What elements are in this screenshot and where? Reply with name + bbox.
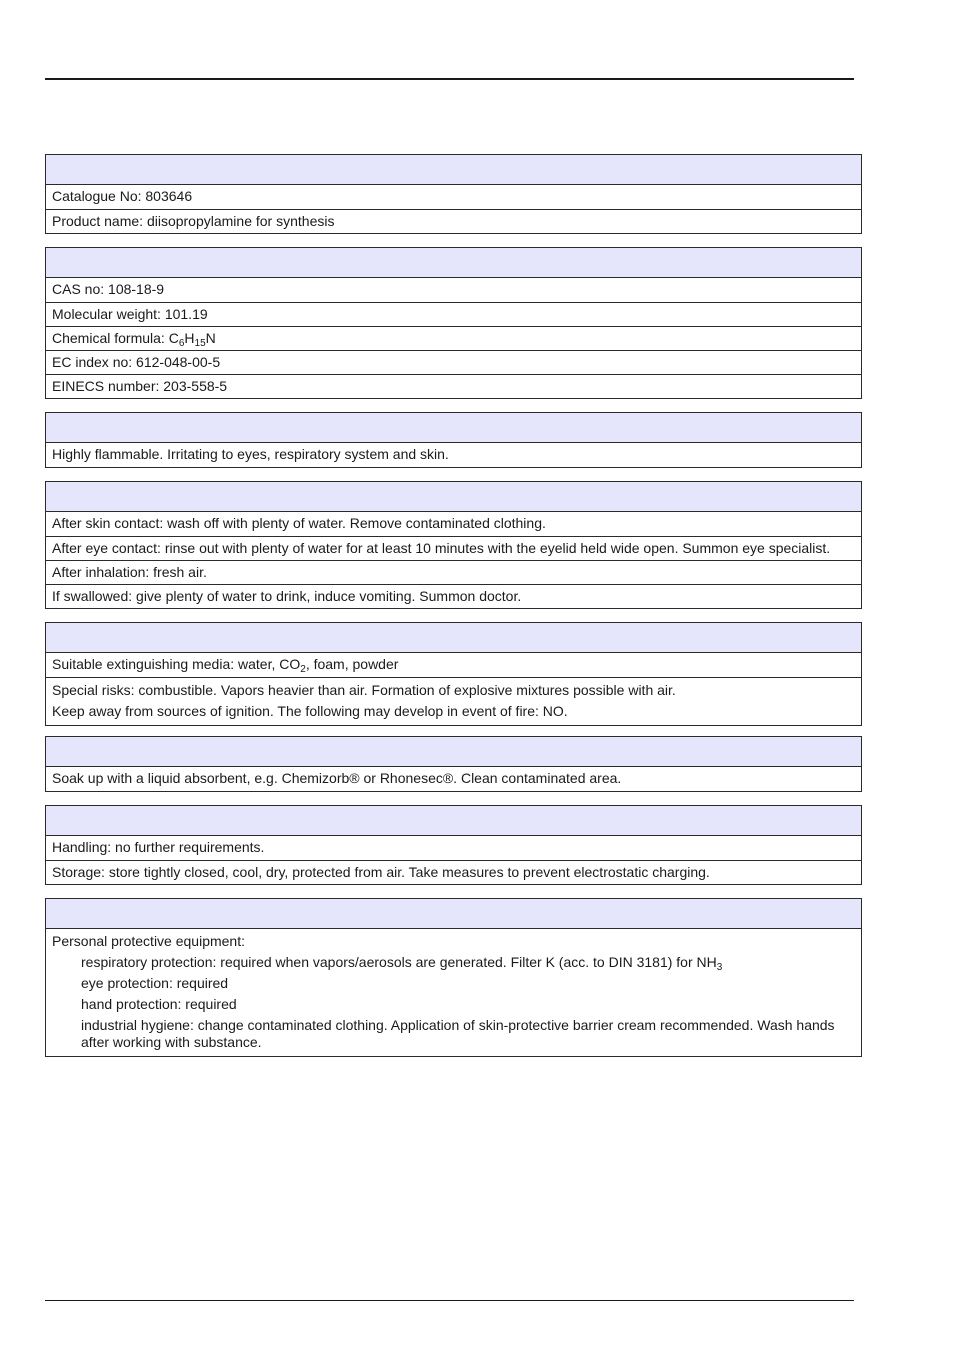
section-header [46,482,861,512]
formula-h: H [184,330,195,346]
section-header [46,623,861,653]
bottom-rule [45,1300,854,1301]
first-aid-section [45,481,862,609]
skin-contact: After skin contact: wash off with plenty of water. Remove contaminated clothing. [52,515,546,531]
section-header [46,155,861,185]
formula-sub-hydrogen: 15 [194,338,206,349]
nh3-subscript: 3 [716,962,723,973]
co2-subscript: 2 [300,664,306,675]
exposure-controls-section [45,898,862,1057]
handling-storage-section [45,805,862,885]
special-risks [46,677,861,725]
release-text: Soak up with a liquid absorbent, e.g. Chemizorb® or Rhonesec®. Clean contaminated area. [52,770,622,786]
product-name: Product name: diisopropylamine for synthesis [46,209,861,233]
identification-section [45,154,862,234]
extinguishing-media [46,653,861,677]
eye-contact: After eye contact: rinse out with plenty of water for at least 10 minutes with the eyelid held wide open. Summon eye specialist. [46,536,861,560]
section-header [46,737,861,767]
special-risks-line-2: Keep away from sources of ignition. The following may develop in event of fire: NO. [52,703,568,719]
ppe-block [46,929,861,1056]
chemical-formula [46,326,861,350]
section-header [46,248,861,278]
top-rule [45,78,854,80]
storage: Storage: store tightly closed, cool, dry, protected from air. Take measures to prevent electrostatic charging. [46,860,861,884]
section-header [46,899,861,929]
formula-prefix: Chemical formula: C [52,330,179,346]
respiratory-text: respiratory protection: required when vapors/aerosols are generated. Filter K (acc. to DIN 3181) for NH [81,954,717,970]
composition-section [45,247,862,399]
accidental-release-section [45,736,862,792]
hazards-section [45,412,862,468]
formula-sub-carbon: 6 [178,338,185,349]
industrial-hygiene: industrial hygiene: change contaminated clothing. Application of skin-protective barrier cream recommended. Wash hands after working with substance. [81,1017,835,1050]
formula-n: N [205,330,216,346]
respiratory-protection [52,952,855,973]
eye-protection: eye protection: required [81,975,229,991]
ec-index: EC index no: 612-048-00-5 [46,350,861,374]
inhalation: After inhalation: fresh air. [46,560,861,584]
fire-fighting-section [45,622,862,726]
section-header [46,413,861,443]
einecs-number: EINECS number: 203-558-5 [46,374,861,398]
special-risks-line-1: Special risks: combustible. Vapors heavier than air. Formation of explosive mixtures possible with air. [52,682,676,698]
swallowed: If swallowed: give plenty of water to drink, induce vomiting. Summon doctor. [46,584,861,608]
molecular-weight: Molecular weight: 101.19 [46,302,861,326]
hand-protection: hand protection: required [81,996,237,1012]
ppe-title: Personal protective equipment: [52,933,245,949]
cas-number: CAS no: 108-18-9 [52,281,165,297]
section-header [46,806,861,836]
media-text-end: , foam, powder [305,656,399,672]
hazard-text: Highly flammable. Irritating to eyes, respiratory system and skin. [52,446,449,462]
catalogue-number: Catalogue No: 803646 [52,188,193,204]
media-text: Suitable extinguishing media: water, CO [52,656,301,672]
handling: Handling: no further requirements. [52,839,265,855]
